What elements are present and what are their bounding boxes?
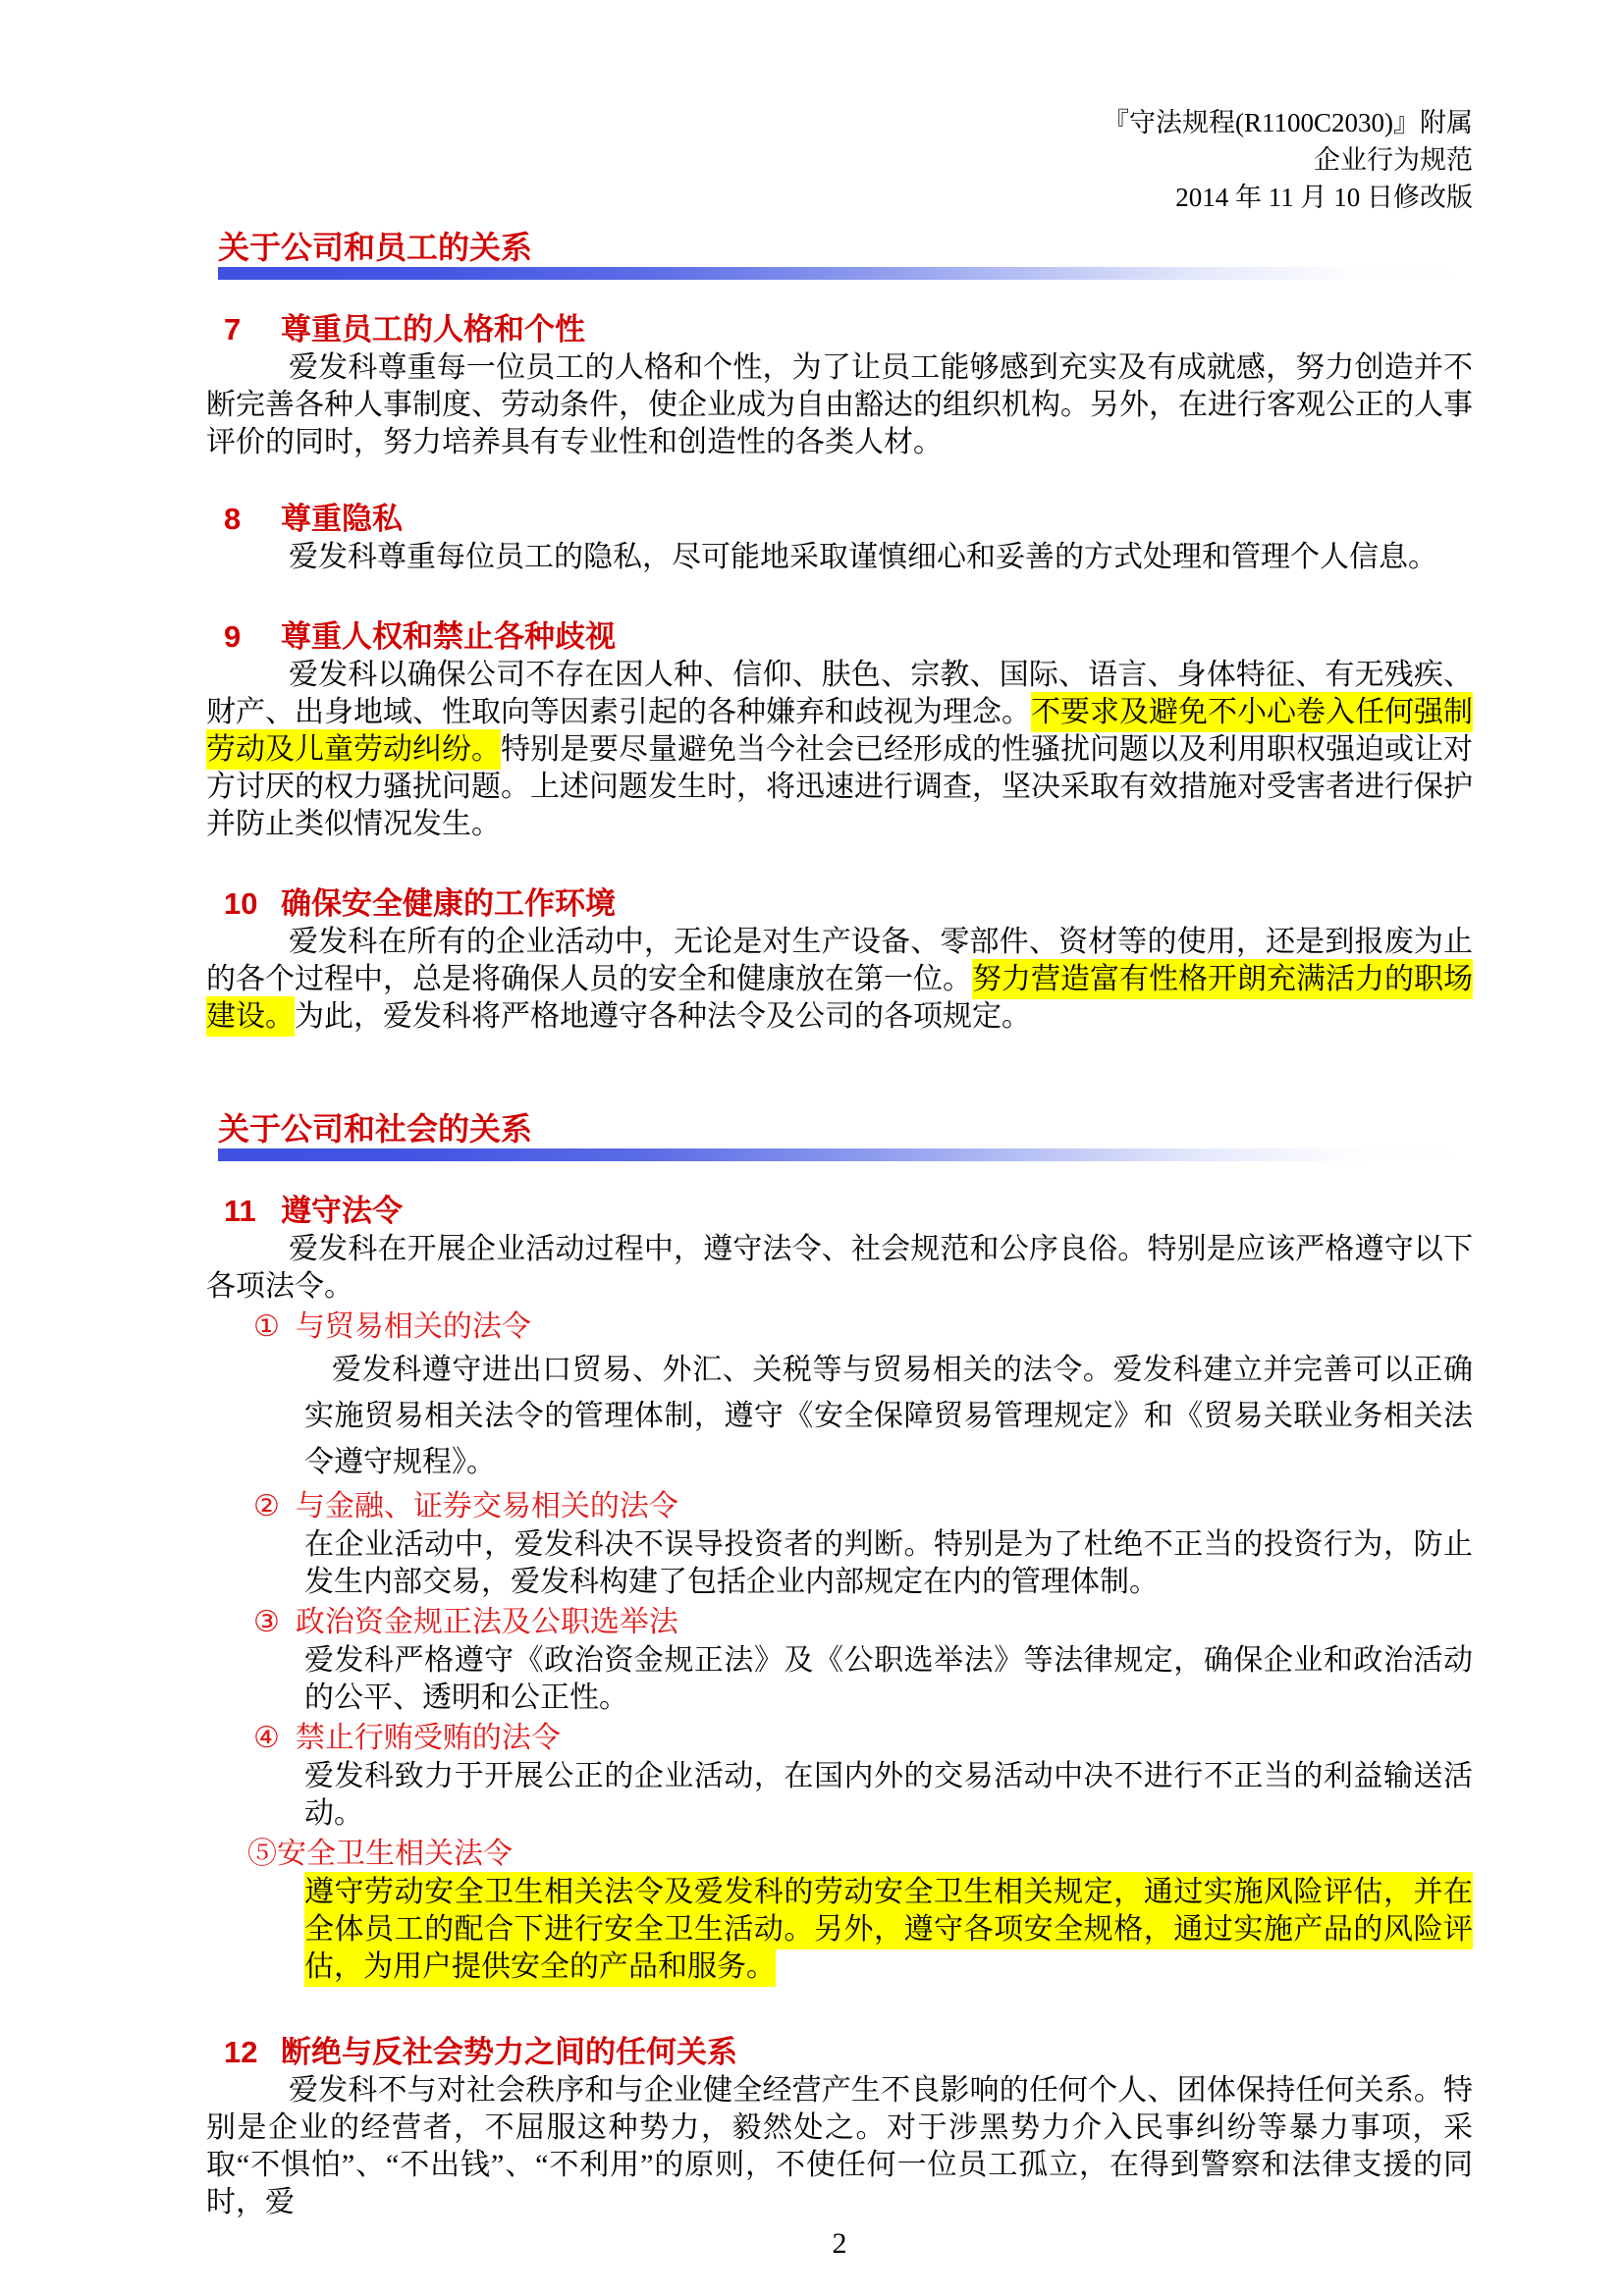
section-12-number: 12 bbox=[224, 2035, 258, 2069]
section-8-number: 8 bbox=[224, 502, 242, 536]
section-7 bbox=[206, 310, 1473, 461]
section-12-title: 断绝与反社会势力之间的任何关系 bbox=[281, 2035, 737, 2069]
document-header bbox=[206, 104, 1473, 216]
section-10-title: 确保安全健康的工作环境 bbox=[281, 886, 616, 921]
section-9-number: 9 bbox=[224, 619, 242, 654]
section-8 bbox=[206, 500, 1473, 576]
circled-5-marker: ⑤ bbox=[247, 1838, 277, 1870]
law-item-4 bbox=[206, 1719, 1473, 1833]
section-12-heading bbox=[206, 2033, 1473, 2072]
section-11-paragraph: 爱发科在开展企业活动过程中，遵守法令、社会规范和公序良俗。特别是应该严格遵守以下各项法令。 bbox=[206, 1233, 1473, 1303]
law-item-1-title bbox=[253, 1308, 1473, 1347]
law-item-2 bbox=[206, 1487, 1473, 1601]
header-doc-title: 『守法规程(R1100C2030)』附属 bbox=[1103, 108, 1473, 137]
section-10-text-cont: 为此，爱发科将严格地遵守各种法令及公司的各项规定。 bbox=[295, 1000, 1031, 1033]
law-item-4-body: 爱发科致力于开展公正的企业活动，在国内外的交易活动中决不进行不正当的利益输送活动。 bbox=[304, 1760, 1473, 1830]
law-item-1-body: 爱发科遵守进出口贸易、外汇、关税等与贸易相关的法令。爱发科建立并完善可以正确实施贸易相关法令的管理体制，遵守《安全保障贸易管理规定》和《贸易关联业务相关法令遵守规程》。 bbox=[304, 1354, 1473, 1478]
band-title-society: 关于公司和社会的关系 bbox=[218, 1111, 533, 1147]
section-9-text-cont: 特别是要尽量避免当今社会已经形成的性骚扰问题以及利用职权强迫或让对方讨厌的权力骚扰问题。上述问题发生时，将迅速进行调查，坚决采取有效措施对受害者进行保护并防止类似情况发生。 bbox=[206, 733, 1473, 840]
law-item-5 bbox=[206, 1835, 1473, 1986]
section-9-highlight: 不要求及避免不小心卷入任何强制劳动及儿童劳动纠纷。 bbox=[206, 692, 1473, 770]
law-item-4-label: 禁止行贿受贿的法令 bbox=[295, 1722, 561, 1754]
gradient-divider bbox=[218, 267, 1473, 280]
section-9-title: 尊重人权和禁止各种歧视 bbox=[281, 619, 616, 654]
law-item-3-title bbox=[253, 1603, 1473, 1642]
circled-2-marker: ② bbox=[253, 1490, 280, 1522]
section-10 bbox=[206, 884, 1473, 1036]
page-number: 2 bbox=[832, 2227, 847, 2260]
header-doc-subtitle: 企业行为规范 bbox=[1314, 145, 1473, 175]
section-10-text: 爱发科在所有的企业活动中，无论是对生产设备、零部件、资材等的使用，还是到报废为止的各个过程中，总是将确保人员的安全和健康放在第一位。 bbox=[206, 926, 1473, 995]
section-8-heading bbox=[206, 500, 1473, 539]
section-7-number: 7 bbox=[224, 312, 242, 347]
law-item-1 bbox=[206, 1308, 1473, 1485]
law-item-2-body: 在企业活动中，爱发科决不误导投资者的判断。特别是为了杜绝不正当的投资行为，防止发生内部交易，爱发科构建了包括企业内部规定在内的管理体制。 bbox=[304, 1528, 1473, 1598]
law-item-5-label: 安全卫生相关法令 bbox=[277, 1838, 513, 1870]
law-item-5-title bbox=[247, 1835, 1473, 1874]
section-10-highlight: 努力营造富有性格开朗充满活力的职场建设。 bbox=[206, 959, 1473, 1037]
section-12 bbox=[206, 2033, 1473, 2221]
law-item-4-title bbox=[253, 1719, 1473, 1758]
header-revision-date: 2014 年 11 月 10 日修改版 bbox=[1175, 183, 1473, 212]
law-item-2-label: 与金融、证券交易相关的法令 bbox=[295, 1490, 678, 1522]
section-7-title: 尊重员工的人格和个性 bbox=[281, 312, 585, 347]
gradient-divider bbox=[218, 1148, 1473, 1161]
section-9-text: 爱发科以确保公司不存在因人种、信仰、肤色、宗教、国际、语言、身体特征、有无残疾、财产、出身地域、性取向等因素引起的各种嫌弃和歧视为理念。 bbox=[206, 659, 1473, 728]
section-7-heading bbox=[206, 310, 1473, 349]
section-11-number: 11 bbox=[224, 1194, 256, 1228]
law-item-2-title bbox=[253, 1487, 1473, 1526]
circled-1-marker: ① bbox=[253, 1310, 280, 1343]
section-8-paragraph: 爱发科尊重每位员工的隐私，尽可能地采取谨慎细心和妥善的方式处理和管理个人信息。 bbox=[289, 541, 1437, 573]
law-item-3 bbox=[206, 1603, 1473, 1717]
law-item-3-label: 政治资金规正法及公职选举法 bbox=[295, 1606, 678, 1638]
section-9-heading bbox=[206, 617, 1473, 657]
circled-3-marker: ③ bbox=[253, 1606, 280, 1638]
law-item-3-body: 爱发科严格遵守《政治资金规正法》及《公职选举法》等法律规定，确保企业和政治活动的公平、透明和公正性。 bbox=[304, 1644, 1473, 1714]
section-8-title: 尊重隐私 bbox=[281, 502, 403, 536]
section-11 bbox=[206, 1192, 1473, 1986]
law-item-5-highlight: 遵守劳动安全卫生相关法令及爱发科的劳动安全卫生相关规定，通过实施风险评估，并在全体员工的配合下进行安全卫生活动。另外，遵守各项安全规格，通过实施产品的风险评估，为用户提供安全的产品和服务。 bbox=[304, 1872, 1473, 1987]
law-item-5-body bbox=[304, 1874, 1473, 1986]
section-7-paragraph: 爱发科尊重每一位员工的人格和个性，为了让员工能够感到充实及有成就感，努力创造并不断完善各种人事制度、劳动条件，使企业成为自由豁达的组织机构。另外，在进行客观公正的人事评价的同时，努力培养具有专业性和创造性的各类人材。 bbox=[206, 351, 1473, 458]
section-9 bbox=[206, 617, 1473, 843]
section-12-paragraph: 爱发科不与对社会秩序和与企业健全经营产生不良影响的任何个人、团体保持任何关系。特别是企业的经营者，不屈服这种势力，毅然处之。对于涉黑势力介入民事纠纷等暴力事项，采取“不惧怕”、“不出钱”、“不利用”的原则，不使任何一位员工孤立，在得到警察和法律支援的同时，爱 bbox=[206, 2074, 1473, 2218]
section-9-paragraph bbox=[206, 657, 1473, 843]
section-10-heading bbox=[206, 884, 1473, 924]
section-10-paragraph bbox=[206, 924, 1473, 1036]
section-10-number: 10 bbox=[224, 886, 258, 921]
section-band-employee bbox=[206, 228, 1473, 280]
section-11-heading bbox=[206, 1192, 1473, 1231]
band-title-employee: 关于公司和员工的关系 bbox=[218, 230, 533, 265]
circled-4-marker: ④ bbox=[253, 1722, 280, 1754]
section-band-society bbox=[206, 1109, 1473, 1161]
law-item-1-label: 与贸易相关的法令 bbox=[295, 1310, 531, 1343]
section-11-title: 遵守法令 bbox=[281, 1194, 403, 1228]
